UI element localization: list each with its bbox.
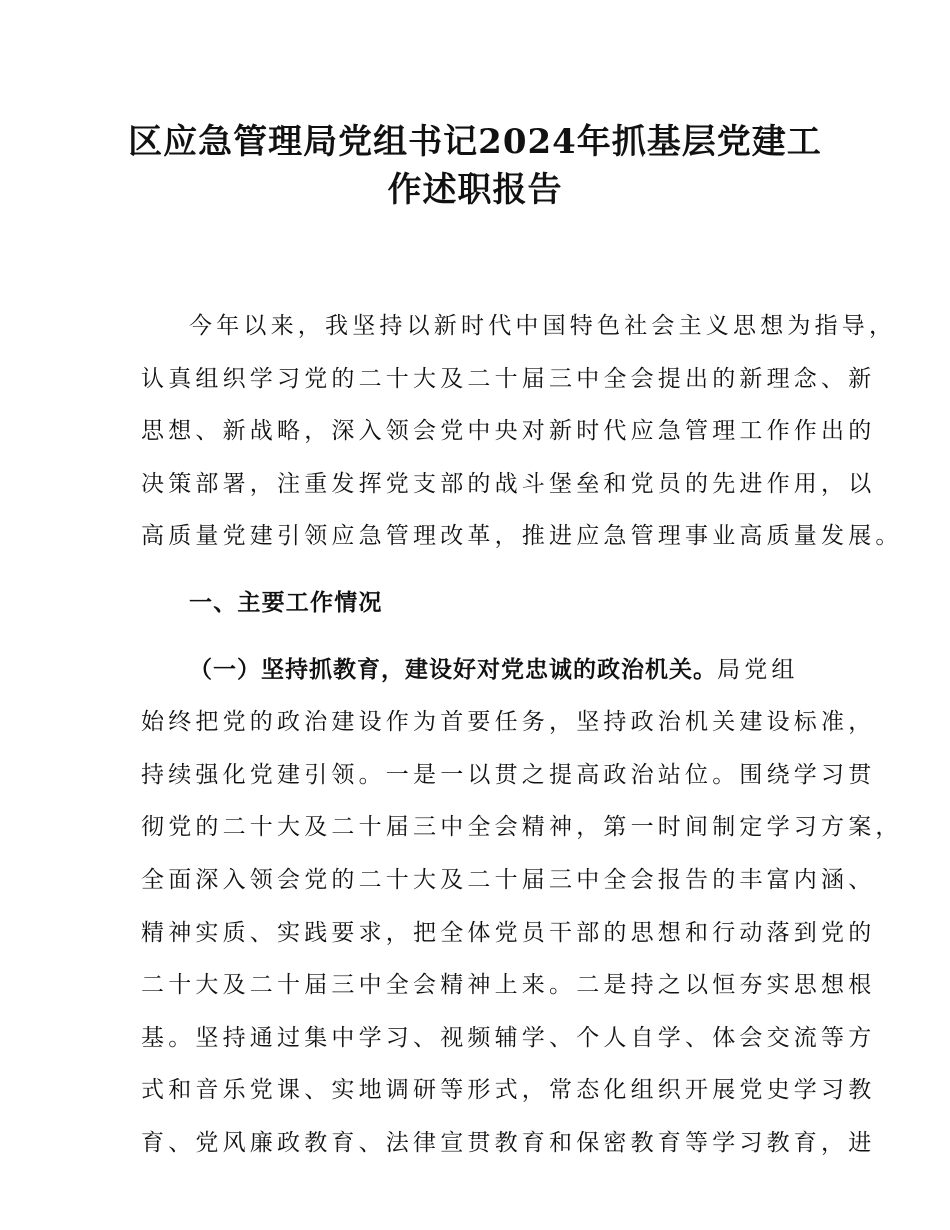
subsection-line-5: 精神实质、实践要求，把全体党员干部的思想和行动落到党的 [141,919,876,946]
intro-line-4: 决策部署，注重发挥党支部的战斗堡垒和党员的先进作用，以 [141,470,876,497]
paragraph-gap [141,563,831,577]
subsection-line-2: 持续强化党建引领。一是一以贯之提高政治站位。围绕学习贯 [141,761,876,788]
intro-line-3: 思想、新战略，深入领会党中央对新时代应急管理工作作出的 [141,418,876,445]
paragraph-gap [141,630,831,644]
subsection-line-6: 二十大及二十届三中全会精神上来。二是持之以恒夯实思想根 [141,972,876,999]
subsection-line-8: 式和音乐党课、实地调研等形式，常态化组织开展党史学习教 [141,1077,876,1104]
title-line-2: 作述职报告 [387,170,563,210]
document-body [141,300,903,1170]
subsection-line-1: 始终把党的政治建设作为首要任务，坚持政治机关建设标准， [141,709,876,736]
intro-line-5: 高质量党建引领应急管理改革，推进应急管理事业高质量发展。 [141,523,903,550]
section-heading: 一、主要工作情况 [189,589,383,616]
subsection-line-4: 全面深入领会党的二十大及二十届三中全会报告的丰富内涵、 [141,866,876,893]
subsection-line-7: 基。坚持通过集中学习、视频辅学、个人自学、体会交流等方 [141,1024,876,1051]
intro-line-1: 今年以来，我坚持以新时代中国特色社会主义思想为指导， [189,313,897,339]
subsection-line-9: 育、党风廉政教育、法律宣贯教育和保密教育等学习教育，进 [141,1129,876,1156]
title-line-1: 区应急管理局党组书记2024年抓基层党建工 [128,122,822,162]
subsection-lead: （一）坚持抓教育，建设好对党忠诚的政治机关。 [189,656,717,683]
document-title [100,118,850,214]
subsection-first-line [141,644,831,697]
subsection-first-line-rest: 局党组 [717,656,799,683]
intro-line-2: 认真组织学习党的二十大及二十届三中全会提出的新理念、新 [141,365,876,392]
subsection-line-3: 彻党的二十大及二十届三中全会精神，第一时间制定学习方案， [141,814,903,841]
